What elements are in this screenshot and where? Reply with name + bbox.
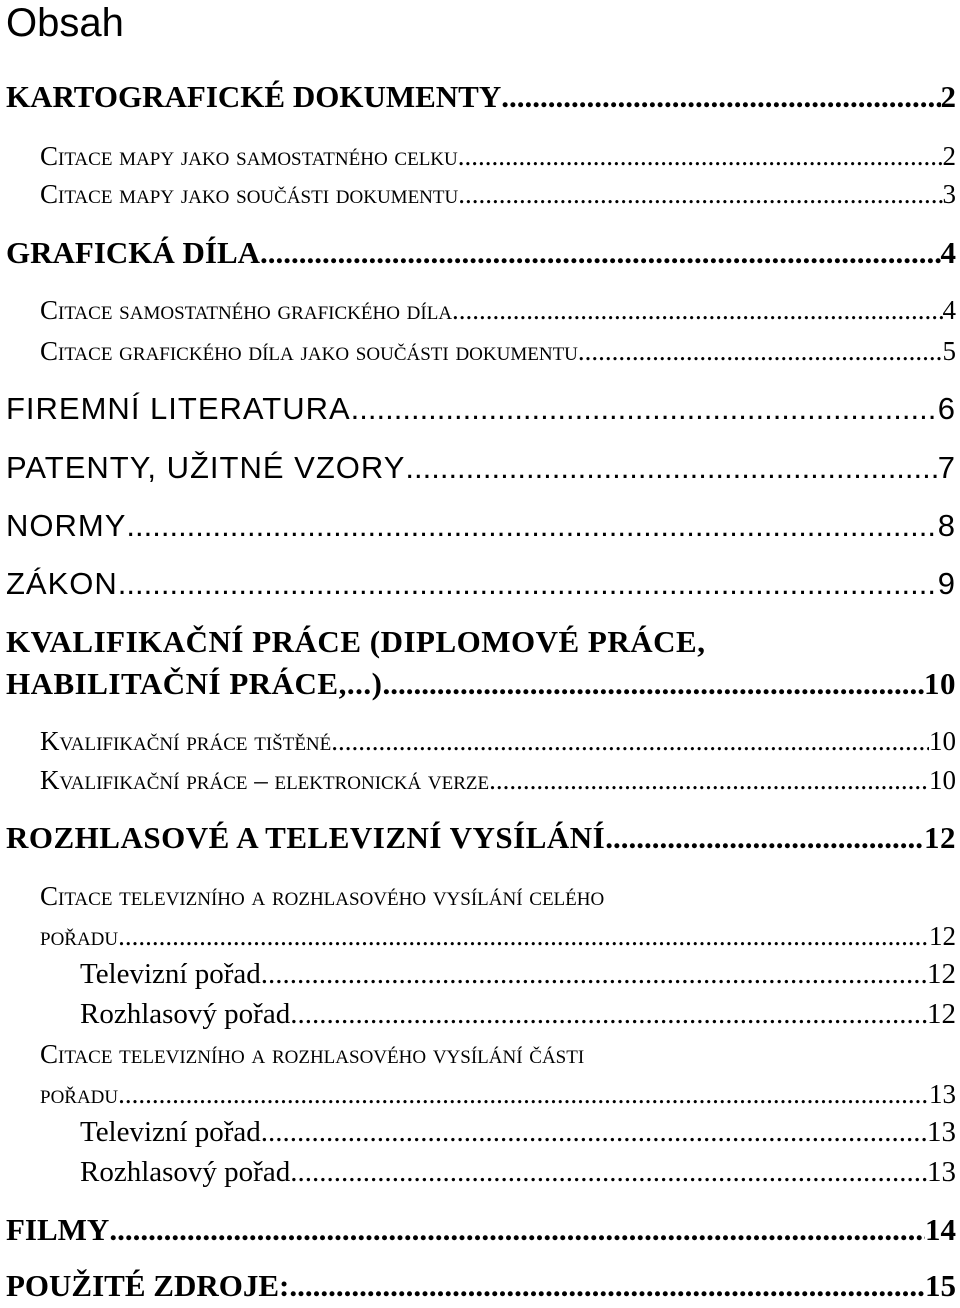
toc-page-number: 8: [937, 508, 956, 543]
toc-entry-graficka-dila[interactable]: [6, 235, 956, 271]
toc-entry-citace-mapy-soucasti-dokumentu[interactable]: [40, 178, 956, 210]
toc-entry-text: Kvalifikační práce tištěné: [40, 726, 332, 756]
toc-entry-text: HABILITAČNÍ PRÁCE,...): [6, 666, 383, 701]
toc-leader-dots: [489, 764, 929, 796]
toc-page-number: 13: [927, 1116, 956, 1148]
toc-entry-text: ROZHLASOVÉ A TELEVIZNÍ VYSÍLÁNÍ: [6, 820, 606, 855]
toc-leader-dots: [109, 1212, 925, 1248]
toc-leader-dots: [351, 391, 938, 427]
toc-entry-normy[interactable]: [6, 508, 956, 544]
toc-entry-kvalifikacni-prace-tistene[interactable]: [40, 725, 956, 757]
toc-page-number: 12: [927, 998, 956, 1030]
toc-leader-dots: [578, 335, 943, 367]
toc-leader-dots: [289, 1268, 925, 1304]
toc-entry-pouzite-zdroje[interactable]: [6, 1268, 956, 1304]
toc-entry-citace-vysilani-casti-poradu-line1[interactable]: Citace televizního a rozhlasového vysílání části: [40, 1039, 585, 1069]
toc-entry-text: Citace grafického díla jako součásti dokumentu: [40, 336, 578, 366]
toc-entry-firemni-literatura[interactable]: [6, 391, 956, 427]
toc-page-number: 6: [937, 391, 956, 426]
page-title: Obsah: [6, 1, 124, 45]
toc-entry-patenty-uzitne-vzory[interactable]: [6, 450, 956, 486]
toc-page-number: 13: [927, 1156, 956, 1188]
toc-entry-text: FILMY: [6, 1212, 110, 1247]
toc-page-number: 3: [942, 179, 956, 209]
toc-page-number: 9: [937, 566, 956, 601]
toc-leader-dots: [458, 178, 942, 210]
toc-entry-citace-vysilani-celeho-poradu-line1[interactable]: Citace televizního a rozhlasového vysílání celého: [40, 881, 605, 911]
toc-entry-text: Rozhlasový pořad: [80, 1156, 291, 1188]
toc-entry-text: PATENTY, UŽITNÉ VZORY: [6, 450, 406, 485]
toc-entry-televizni-porad-1[interactable]: [80, 957, 956, 991]
toc-page-number: 5: [942, 336, 956, 366]
toc-page-number: 12: [929, 921, 956, 951]
toc-entry-citace-vysilani-casti-poradu[interactable]: [40, 1078, 956, 1110]
toc-leader-dots: [260, 235, 940, 271]
toc-page-number: 10: [924, 666, 956, 701]
toc-entry-citace-samostatneho-grafickeho-dila[interactable]: [40, 294, 956, 326]
toc-leader-dots: [605, 820, 924, 856]
toc-entry-rozhlasovy-porad-2[interactable]: [80, 1155, 956, 1189]
toc-leader-dots: [126, 508, 937, 544]
toc-page-number: 4: [942, 295, 956, 325]
toc-entry-rozhlasovy-porad-1[interactable]: [80, 997, 956, 1031]
toc-entry-kvalifikacni-prace-elektronicka-verze[interactable]: [40, 764, 956, 796]
toc-entry-citace-vysilani-celeho-poradu[interactable]: [40, 920, 956, 952]
toc-entry-text: pořadu: [40, 1079, 119, 1109]
toc-entry-text: pořadu: [40, 921, 119, 951]
toc-page-number: 10: [929, 765, 956, 795]
toc-entry-text: KARTOGRAFICKÉ DOKUMENTY: [6, 79, 502, 114]
toc-leader-dots: [118, 1078, 929, 1110]
toc-page-number: 15: [925, 1268, 956, 1303]
toc-entry-text: POUŽITÉ ZDROJE:: [6, 1268, 290, 1303]
toc-page-number: 2: [940, 79, 956, 114]
toc-entry-text: Televizní pořad: [80, 958, 261, 990]
toc-leader-dots: [331, 725, 929, 757]
toc-entry-text: FIREMNÍ LITERATURA: [6, 391, 351, 426]
toc-leader-dots: [261, 957, 927, 991]
toc-page-number: 13: [929, 1079, 956, 1109]
toc-leader-dots: [458, 140, 943, 172]
toc-leader-dots: [290, 1155, 927, 1189]
toc-entry-citace-grafickeho-dila-soucasti-dokumentu[interactable]: [40, 335, 956, 367]
toc-leader-dots: [290, 997, 927, 1031]
toc-entry-text: Kvalifikační práce – elektronická verze: [40, 765, 490, 795]
toc-page-number: 7: [937, 450, 956, 485]
toc-entry-kartograficke-dokumenty[interactable]: [6, 79, 956, 115]
toc-entry-text: GRAFICKÁ DÍLA: [6, 235, 261, 270]
toc-leader-dots: [118, 920, 929, 952]
toc-entry-text: Televizní pořad: [80, 1116, 261, 1148]
toc-leader-dots: [405, 450, 937, 486]
toc-entry-text: Citace mapy jako součásti dokumentu: [40, 179, 459, 209]
toc-leader-dots: [452, 294, 942, 326]
toc-page-number: 14: [925, 1212, 956, 1247]
toc-leader-dots: [118, 566, 938, 602]
toc-page-number: 2: [942, 141, 956, 171]
toc-entry-text: Rozhlasový pořad: [80, 998, 291, 1030]
toc-page-number: 12: [924, 820, 956, 855]
toc-entry-kvalifikacni-prace-line1[interactable]: KVALIFIKAČNÍ PRÁCE (DIPLOMOVÉ PRÁCE,: [6, 624, 706, 659]
toc-page-number: 4: [940, 235, 956, 270]
toc-page-number: 12: [927, 958, 956, 990]
toc-entry-rozhlasove-a-televizni-vysilani[interactable]: [6, 820, 956, 856]
toc-entry-text: Citace mapy jako samostatného celku: [40, 141, 458, 171]
toc-entry-text: ZÁKON: [6, 566, 118, 601]
toc-entry-zakon[interactable]: [6, 566, 956, 602]
toc-leader-dots: [261, 1115, 927, 1149]
toc-entry-text: NORMY: [6, 508, 127, 543]
toc-entry-text: Citace samostatného grafického díla: [40, 295, 453, 325]
toc-page-number: 10: [929, 726, 956, 756]
toc-leader-dots: [501, 79, 940, 115]
toc-entry-televizni-porad-2[interactable]: [80, 1115, 956, 1149]
toc-entry-citace-mapy-samostatneho-celku[interactable]: [40, 140, 956, 172]
toc-entry-kvalifikacni-prace[interactable]: [6, 666, 956, 702]
toc-entry-filmy[interactable]: [6, 1212, 956, 1248]
toc-leader-dots: [382, 666, 924, 702]
